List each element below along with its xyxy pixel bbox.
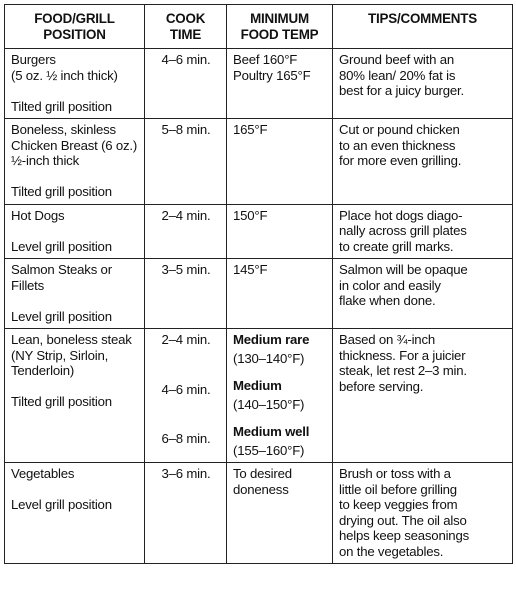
food-cell: Hot Dogs Level grill position <box>5 204 145 259</box>
grill-position: Level grill position <box>11 497 112 512</box>
grill-position: Tilted grill position <box>11 98 112 114</box>
cook-time-cell: 3–6 min. <box>145 463 227 564</box>
tips-cell: Based on ¾-inch thickness. For a juicier steak, let rest 2–3 min. before serving. <box>333 329 513 463</box>
cook-time-cell: 3–5 min. <box>145 259 227 329</box>
cook-time-cell: 5–8 min. <box>145 119 227 205</box>
tips-cell: Salmon will be opaque in color and easily flake when done. <box>333 259 513 329</box>
steak-time-medium-well: 6–8 min. <box>161 431 211 446</box>
header-row <box>5 5 513 49</box>
grill-position: Level grill position <box>11 238 112 254</box>
food-temp-cell: 165°F <box>227 119 333 205</box>
food-cell: Lean, boneless steak (NY Strip, Sirloin, Tenderloin) Tilted grill position <box>5 329 145 463</box>
food-cell: Salmon Steaks or Fillets Level grill position <box>5 259 145 329</box>
doneness-medium: Medium <box>233 378 282 393</box>
table-row-chicken-breast <box>5 119 513 205</box>
tips-cell: Place hot dogs diago- nally across grill plates to create grill marks. <box>333 204 513 259</box>
header-cook-time: COOK TIME <box>145 5 227 49</box>
table-row-salmon <box>5 259 513 329</box>
food-temp-cell: 150°F <box>227 204 333 259</box>
table-row-hot-dogs <box>5 204 513 259</box>
food-cell: Boneless, skinless Chicken Breast (6 oz.) ½-inch thick Tilted grill position <box>5 119 145 205</box>
tips-cell: Cut or pound chicken to an even thickness for more even grilling. <box>333 119 513 205</box>
grill-position: Tilted grill position <box>11 184 112 199</box>
table-row-vegetables <box>5 463 513 564</box>
steak-time-medium: 4–6 min. <box>161 381 211 397</box>
tips-cell: Brush or toss with a little oil before grilling to keep veggies from drying out. The oil also helps keep seasonings on the vegetables. <box>333 463 513 564</box>
food-temp-cell: 145°F <box>227 259 333 329</box>
doneness-medium-well: Medium well <box>233 424 310 439</box>
cook-time-cell: 4–6 min. <box>145 49 227 119</box>
header-food-position: FOOD/GRILL POSITION <box>5 5 145 49</box>
doneness-medium-rare: Medium rare <box>233 332 310 347</box>
food-temp-cell: Medium rare (130–140°F) Medium (140–150°F) Medium well (155–160°F) <box>227 329 333 463</box>
header-tips-comments: TIPS/COMMENTS <box>333 5 513 49</box>
food-temp-cell: To desired doneness <box>227 463 333 564</box>
cook-time-cell <box>145 329 227 463</box>
grill-position: Tilted grill position <box>11 394 112 409</box>
grill-position: Level grill position <box>11 308 112 324</box>
grilling-chart-table <box>4 4 513 564</box>
table-row-steak <box>5 329 513 463</box>
food-cell: Burgers (5 oz. ½ inch thick) Tilted grill position <box>5 49 145 119</box>
cook-time-cell: 2–4 min. <box>145 204 227 259</box>
tips-cell: Ground beef with an 80% lean/ 20% fat is best for a juicy burger. <box>333 49 513 119</box>
table-row-burgers <box>5 49 513 119</box>
food-cell: Vegetables Level grill position <box>5 463 145 564</box>
header-min-food-temp: MINIMUM FOOD TEMP <box>227 5 333 49</box>
steak-time-medium-rare: 2–4 min. <box>161 332 211 347</box>
food-temp-cell: Beef 160°F Poultry 165°F <box>227 49 333 119</box>
